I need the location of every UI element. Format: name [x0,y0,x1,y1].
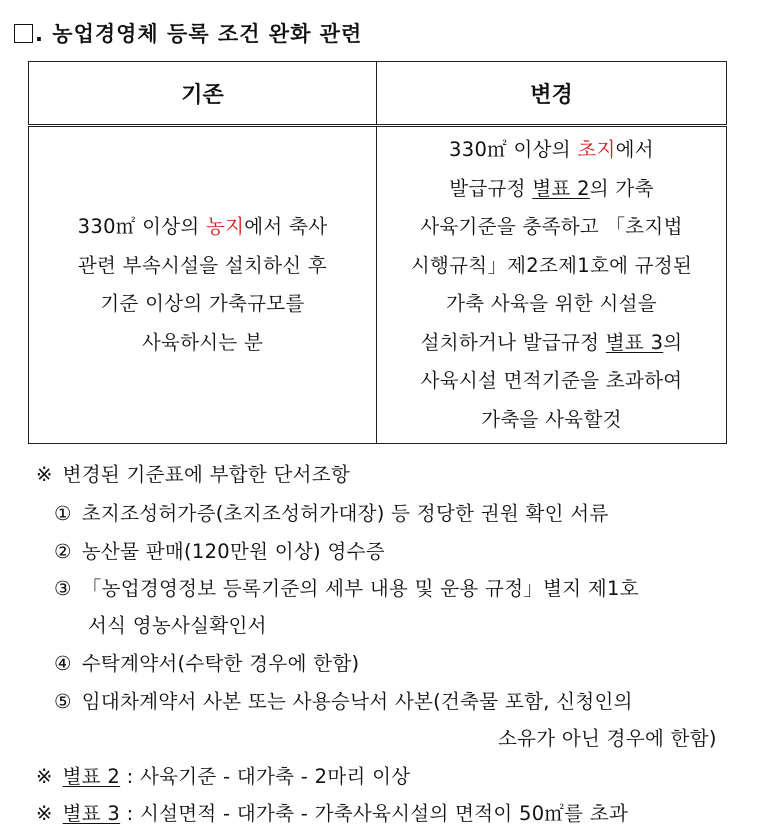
before-line-2: 관련 부속시설을 설치하신 후 [77,253,328,277]
list-item-continuation: 서식 영농사실확인서 [88,614,267,637]
section-heading [14,18,362,48]
list-item: ② 농산물 판매(120만원 이상) 영수증 [54,540,385,563]
list-item: ③ 「농업경영정보 등록기준의 세부 내용 및 운용 규정」별지 제1호 [54,577,639,600]
list-item: ⑤ 임대차계약서 사본 또는 사용승낙서 사본(건축물 포함, 신청인의 [54,690,633,713]
appendix-3-label: 별표 3 [62,802,121,825]
after-line-6: 설치하거나 발급규정 별표 3의 [420,330,683,354]
farmland-highlight: 농지 [206,215,245,238]
comparison-table [28,61,727,444]
table-body-row [29,126,727,444]
appendix-2-ref: 별표 2 [532,176,590,200]
after-line-1: 330㎡ 이상의 초지에서 [449,138,654,161]
after-line-5: 가축 사육을 위한 시설을 [446,292,657,315]
cell-before [29,126,377,444]
after-line-3: 사육기준을 충족하고 「초지법 [420,215,683,238]
after-line-8: 가축을 사육할것 [481,407,622,431]
after-line-7: 사육시설 면적기준을 초과하여 [420,369,683,392]
appendix-2-note: ※ 별표 2 : 사육기준 - 대가축 - 2마리 이상 [36,765,411,788]
appendix-2-label: 별표 2 [62,765,121,788]
notes-intro: ※ 변경된 기준표에 부합한 단서조항 [36,463,351,486]
column-header-after: 변경 [377,62,727,126]
number-5: ⑤ [54,690,72,713]
number-4: ④ [54,652,72,675]
number-3: ③ [54,577,72,600]
after-line-4: 시행규칙」제2조제1호에 규정된 [410,253,693,277]
appendix-3-note: ※ 별표 3 : 시설면적 - 대가축 - 가축사육시설의 면적이 50㎡를 초과 [36,802,629,825]
cell-after [377,126,727,444]
before-line-3: 기준 이상의 가축규모를 [100,292,305,315]
reference-mark-icon: ※ [36,463,53,486]
section-heading-text: . 농업경영체 등록 조건 완화 관련 [35,22,363,46]
appendix-3-ref: 별표 3 [605,330,664,354]
before-line-1: 330㎡ 이상의 농지에서 축사 [77,215,328,238]
reference-mark-icon: ※ [36,802,53,825]
number-1: ① [54,502,72,525]
list-item: ① 초지조성허가증(초지조성허가대장) 등 정당한 권원 확인 서류 [54,502,609,525]
after-line-2: 발급규정 별표 2의 가축 [449,176,654,200]
before-line-4: 사육하시는 분 [141,330,264,354]
list-item: ④ 수탁계약서(수탁한 경우에 한함) [54,652,360,675]
reference-mark-icon: ※ [36,765,53,788]
checkbox-square-icon [14,24,33,43]
number-2: ② [54,540,72,563]
table-header-row [29,62,727,126]
list-item-continuation: 소유가 아닌 경우에 한함) [498,727,717,750]
column-header-before: 기존 [29,62,377,126]
grassland-highlight: 초지 [577,138,616,161]
